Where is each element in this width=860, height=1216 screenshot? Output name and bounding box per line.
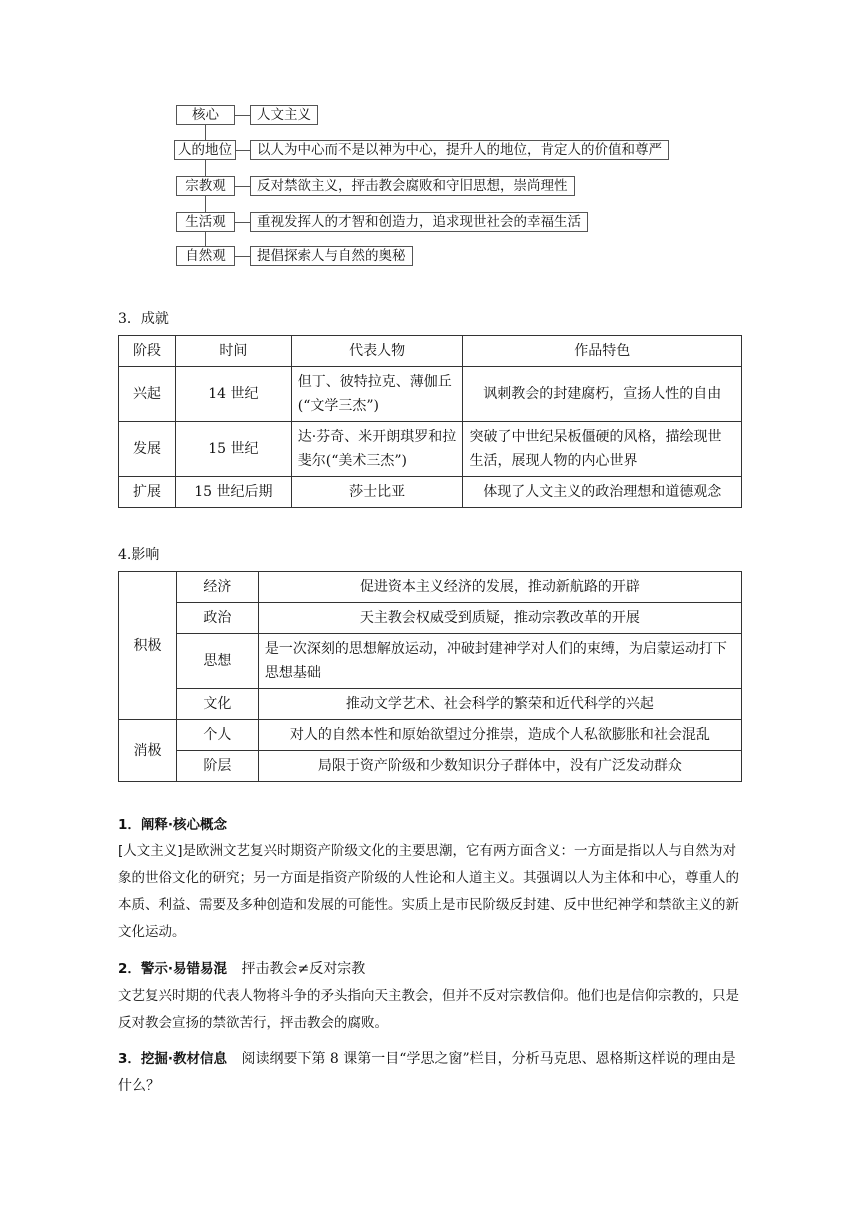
achievements-heading: 3．成就 <box>118 311 169 327</box>
diagram-desc-religion: 反对禁欲主义，抨击教会腐败和守旧思想，崇尚理性 <box>250 176 575 196</box>
diagram-label-life: 生活观 <box>176 212 235 232</box>
table-row <box>119 634 742 689</box>
people-cell: 达·芬奇、米开朗琪罗和拉斐尔(“美术三杰”) <box>291 422 463 477</box>
text-cell: 促进资本主义经济的发展，推动新航路的开辟 <box>258 572 741 603</box>
diagram-label-religion: 宗教观 <box>176 176 235 196</box>
feature-cell: 突破了中世纪呆板僵硬的风格，描绘现世生活，展现人物的内心世界 <box>463 422 742 477</box>
note-2-title-line <box>118 956 744 983</box>
header-time: 时间 <box>175 336 291 367</box>
influence-heading: 4.影响 <box>118 547 160 563</box>
diagram-connector <box>235 256 250 257</box>
note-2-title: 2．警示·易错易混 <box>118 961 228 977</box>
negative-label: 消极 <box>119 720 177 782</box>
table-header-row <box>119 336 742 367</box>
time-cell: 15 世纪 <box>175 422 291 477</box>
time-cell: 14 世纪 <box>175 367 291 422</box>
diagram-label-core: 核心 <box>176 105 235 125</box>
positive-label: 积极 <box>119 572 177 720</box>
diagram-desc-core: 人文主义 <box>250 105 318 125</box>
note-2-body: 文艺复兴时期的代表人物将斗争的矛头指向天主教会，但并不反对宗教信仰。他们也是信仰宗教的，只是反对教会宣扬的禁欲苦行，抨击教会的腐败。 <box>118 988 739 1031</box>
aspect-cell: 政治 <box>176 603 258 634</box>
aspect-cell: 阶层 <box>176 751 258 782</box>
diagram-connector <box>235 222 250 223</box>
diagram-label-status: 人的地位 <box>174 140 236 160</box>
table-row <box>119 572 742 603</box>
diagram-connector <box>235 115 250 116</box>
header-people: 代表人物 <box>291 336 463 367</box>
diagram-desc-nature: 提倡探索人与自然的奥秘 <box>250 246 413 266</box>
note-3-body: 阅读纲要下第 8 课第一目“学思之窗”栏目，分析马克思、恩格斯这样说的理由是什么？ <box>118 1051 736 1094</box>
note-3-title: 3．挖掘·教材信息 <box>118 1051 228 1067</box>
feature-cell: 体现了人文主义的政治理想和道德观念 <box>463 477 742 508</box>
table-row <box>119 603 742 634</box>
achievements-table <box>118 335 742 508</box>
table-row <box>119 689 742 720</box>
diagram-label-nature: 自然观 <box>176 246 235 266</box>
header-stage: 阶段 <box>119 336 176 367</box>
table-row <box>119 477 742 508</box>
text-cell: 推动文学艺术、社会科学的繁荣和近代科学的兴起 <box>258 689 741 720</box>
people-cell: 莎士比亚 <box>291 477 463 508</box>
note-3 <box>118 1046 744 1100</box>
stage-cell: 发展 <box>119 422 176 477</box>
diagram-connector <box>235 186 250 187</box>
text-cell: 天主教会权威受到质疑，推动宗教改革的开展 <box>258 603 741 634</box>
table-row <box>119 751 742 782</box>
aspect-cell: 思想 <box>176 634 258 689</box>
people-cell: 但丁、彼特拉克、薄伽丘(“文学三杰”) <box>291 367 463 422</box>
note-2-subtitle: 抨击教会≠反对宗教 <box>241 961 366 977</box>
note-1-title: 1．阐释·核心概念 <box>118 817 228 833</box>
diagram-desc-status: 以人为中心而不是以神为中心，提升人的地位，肯定人的价值和尊严 <box>250 140 669 160</box>
diagram-connector <box>236 150 250 151</box>
stage-cell: 兴起 <box>119 367 176 422</box>
text-cell: 是一次深刻的思想解放运动，冲破封建神学对人们的束缚，为启蒙运动打下思想基础 <box>258 634 741 689</box>
note-1-body: [人文主义]是欧洲文艺复兴时期资产阶级文化的主要思潮，它有两方面含义：一方面是指以人与自然为对象的世俗文化的研究；另一方面是指资产阶级的人性论和人道主义。其强调以人为主体和中心，尊重人的本质、利益、需要及多种创造和发展的可能性。实质上是市民阶级反封建、反中世纪神学和禁欲主义的新文化运动。 <box>118 843 739 940</box>
aspect-cell: 经济 <box>176 572 258 603</box>
time-cell: 15 世纪后期 <box>175 477 291 508</box>
feature-cell: 讽刺教会的封建腐朽，宣扬人性的自由 <box>463 367 742 422</box>
aspect-cell: 文化 <box>176 689 258 720</box>
table-row <box>119 422 742 477</box>
aspect-cell: 个人 <box>176 720 258 751</box>
header-feature: 作品特色 <box>463 336 742 367</box>
text-cell: 对人的自然本性和原始欲望过分推崇，造成个人私欲膨胀和社会混乱 <box>258 720 741 751</box>
stage-cell: 扩展 <box>119 477 176 508</box>
table-row <box>119 720 742 751</box>
text-cell: 局限于资产阶级和少数知识分子群体中，没有广泛发动群众 <box>258 751 741 782</box>
influence-table <box>118 571 742 782</box>
diagram-desc-life: 重视发挥人的才智和创造力，追求现世社会的幸福生活 <box>250 212 588 232</box>
table-row <box>119 367 742 422</box>
